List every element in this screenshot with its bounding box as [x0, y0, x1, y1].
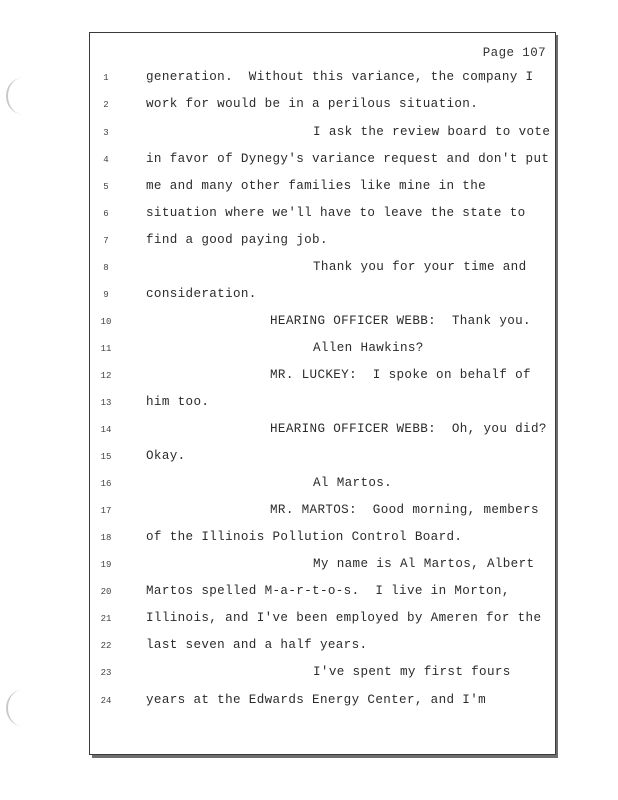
- transcript-line: [0, 206, 618, 226]
- transcript-line: [0, 233, 618, 253]
- line-text: HEARING OFFICER WEBB: Thank you.: [270, 314, 531, 328]
- line-number: 2: [103, 100, 109, 110]
- line-text: Martos spelled M-a-r-t-o-s. I live in Morton,: [146, 584, 510, 598]
- line-text: work for would be in a perilous situation.: [146, 97, 479, 111]
- line-number: 10: [100, 317, 112, 327]
- line-text: generation. Without this variance, the company I: [146, 70, 534, 84]
- line-number: 15: [100, 452, 112, 462]
- transcript-line: [0, 287, 618, 307]
- line-text: him too.: [146, 395, 210, 409]
- line-number: 20: [100, 587, 112, 597]
- line-number: 23: [100, 668, 112, 678]
- line-number: 7: [103, 236, 109, 246]
- transcript-line: [0, 422, 618, 442]
- line-text: Thank you for your time and: [313, 260, 527, 274]
- line-text: Illinois, and I've been employed by Ameren for the: [146, 611, 542, 625]
- line-text: I've spent my first fours: [313, 665, 511, 679]
- line-number: 24: [100, 696, 112, 706]
- line-text: I ask the review board to vote: [313, 125, 551, 139]
- page-number-header: Page 107: [482, 46, 546, 60]
- line-text: in favor of Dynegy's variance request and don't put: [146, 152, 550, 166]
- line-text: My name is Al Martos, Albert: [313, 557, 535, 571]
- page-frame-shadow: [92, 755, 558, 758]
- transcript-line: [0, 584, 618, 604]
- line-number: 16: [100, 479, 112, 489]
- line-number: 4: [103, 155, 109, 165]
- line-number: 21: [100, 614, 112, 624]
- transcript-line: [0, 97, 618, 117]
- line-text: find a good paying job.: [146, 233, 328, 247]
- transcript-line: [0, 665, 618, 685]
- line-text: me and many other families like mine in the: [146, 179, 487, 193]
- line-text: consideration.: [146, 287, 257, 301]
- transcript-line: [0, 638, 618, 658]
- transcript-line: [0, 260, 618, 280]
- line-number: 18: [100, 533, 112, 543]
- line-text: Allen Hawkins?: [313, 341, 424, 355]
- transcript-line: [0, 341, 618, 361]
- line-number: 19: [100, 560, 112, 570]
- transcript-line: [0, 503, 618, 523]
- line-number: 9: [103, 290, 109, 300]
- line-text: Al Martos.: [313, 476, 393, 490]
- line-text: last seven and a half years.: [146, 638, 368, 652]
- line-number: 14: [100, 425, 112, 435]
- line-number: 12: [100, 371, 112, 381]
- line-number: 1: [103, 73, 109, 83]
- transcript-line: [0, 70, 618, 90]
- line-number: 5: [103, 182, 109, 192]
- line-text: years at the Edwards Energy Center, and I'm: [146, 693, 487, 707]
- transcript-line: [0, 693, 618, 713]
- line-text: of the Illinois Pollution Control Board.: [146, 530, 463, 544]
- line-text: HEARING OFFICER WEBB: Oh, you did?: [270, 422, 547, 436]
- transcript-line: [0, 125, 618, 145]
- transcript-line: [0, 530, 618, 550]
- transcript-line: [0, 314, 618, 334]
- line-number: 13: [100, 398, 112, 408]
- line-number: 8: [103, 263, 109, 273]
- transcript-line: [0, 557, 618, 577]
- line-number: 17: [100, 506, 112, 516]
- line-number: 11: [100, 344, 112, 354]
- transcript-line: [0, 368, 618, 388]
- transcript-line: [0, 476, 618, 496]
- line-text: situation where we'll have to leave the state to: [146, 206, 526, 220]
- transcript-line: [0, 611, 618, 631]
- line-text: Okay.: [146, 449, 186, 463]
- line-text: MR. LUCKEY: I spoke on behalf of: [270, 368, 531, 382]
- transcript-line: [0, 395, 618, 415]
- transcript-line: [0, 179, 618, 199]
- line-number: 3: [103, 128, 109, 138]
- line-number: 22: [100, 641, 112, 651]
- transcript-line: [0, 152, 618, 172]
- line-text: MR. MARTOS: Good morning, members: [270, 503, 539, 517]
- transcript-line: [0, 449, 618, 469]
- line-number: 6: [103, 209, 109, 219]
